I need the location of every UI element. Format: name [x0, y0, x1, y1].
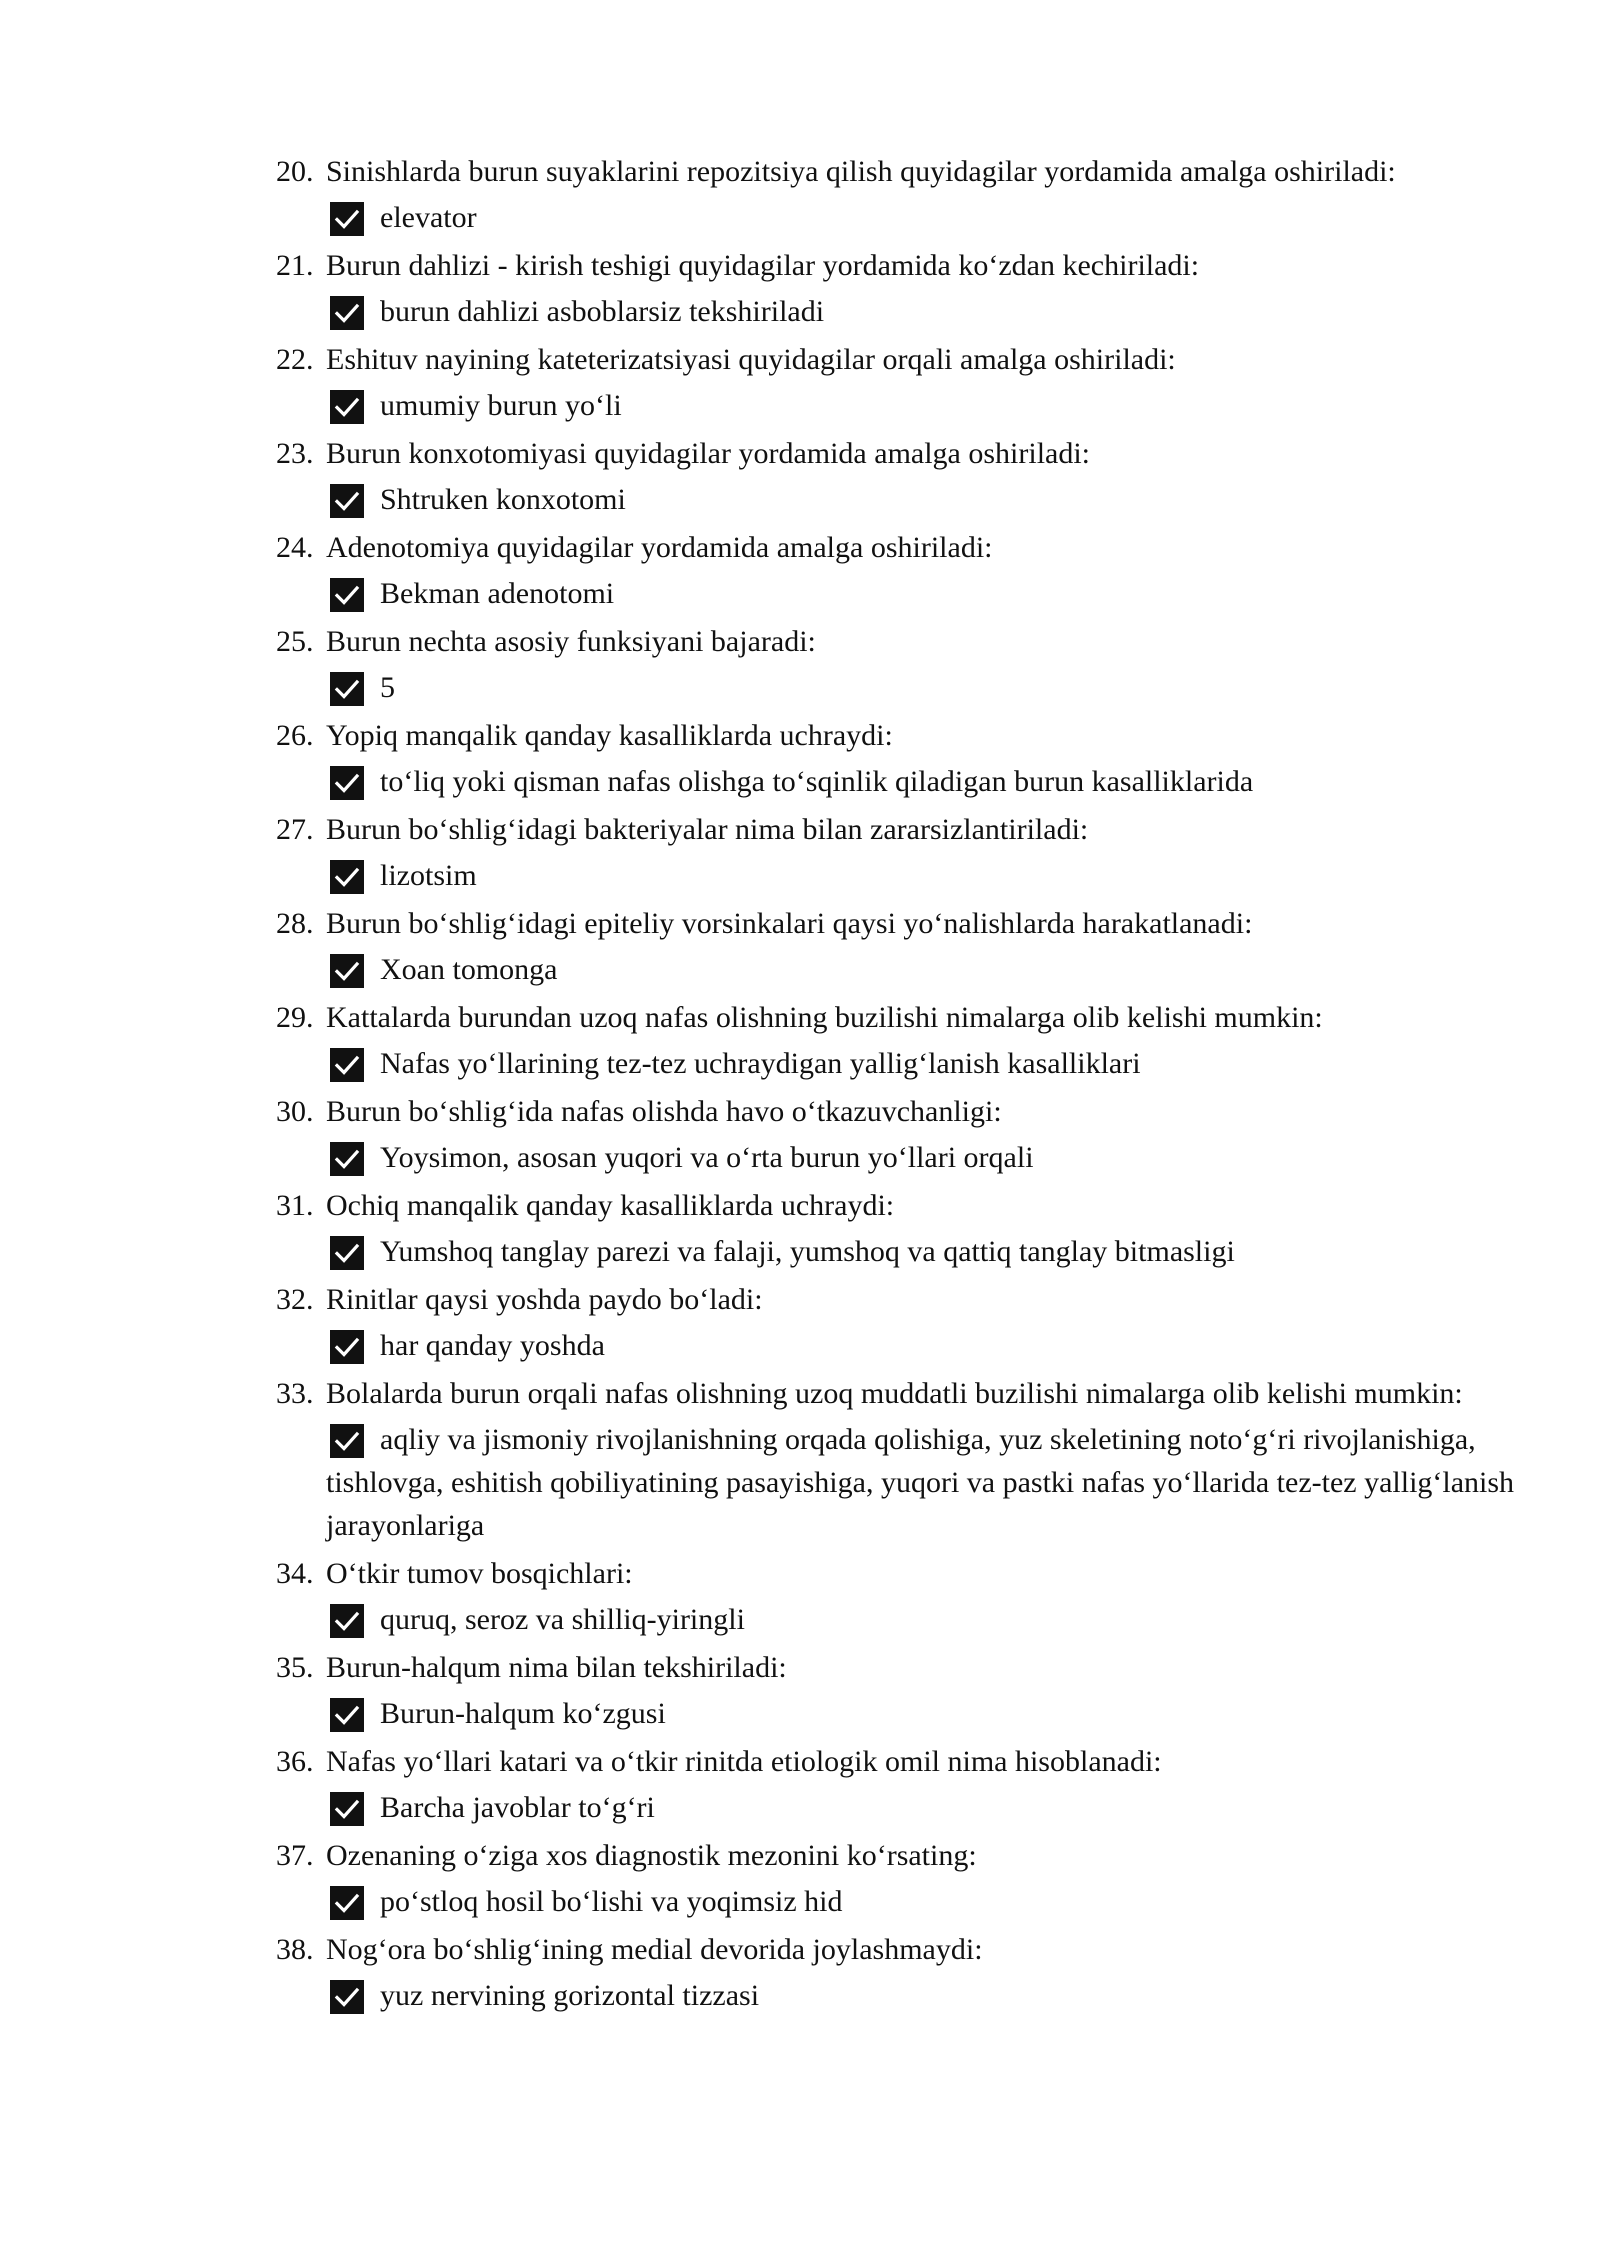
- checkbox-checked-icon: [330, 1330, 364, 1364]
- answer: [276, 854, 1516, 897]
- question-item: [276, 620, 1516, 709]
- question-number: 23.: [276, 437, 314, 470]
- question-text: Eshituv nayining kateterizatsiyasi quyidagilar orqali amalga oshiriladi:: [326, 343, 1176, 376]
- question-number: 35.: [276, 1651, 314, 1684]
- checkbox-checked-icon: [330, 1698, 364, 1732]
- answer-text: Yoysimon, asosan yuqori va o‘rta burun yo‘llari orqali: [380, 1141, 1034, 1174]
- question-number: 27.: [276, 813, 314, 846]
- question-number: 31.: [276, 1189, 314, 1222]
- answer: [276, 478, 1516, 521]
- question-item: [276, 1834, 1516, 1923]
- question-number: 36.: [276, 1745, 314, 1778]
- question-item: [276, 1928, 1516, 2017]
- answer-text: Burun-halqum ko‘zgusi: [380, 1697, 666, 1730]
- answer-text: Shtruken konxotomi: [380, 483, 626, 516]
- answer: [276, 1230, 1516, 1273]
- question: [276, 1834, 1516, 1877]
- question-item: [276, 714, 1516, 803]
- question-number: 28.: [276, 907, 314, 940]
- question: [276, 902, 1516, 945]
- checkbox-checked-icon: [330, 202, 364, 236]
- question: [276, 1372, 1516, 1415]
- answer-text: yuz nervining gorizontal tizzasi: [380, 1979, 760, 2012]
- question: [276, 338, 1516, 381]
- question-item: [276, 808, 1516, 897]
- question-item: [276, 1184, 1516, 1273]
- question-item: [276, 150, 1516, 239]
- checkbox-checked-icon: [330, 672, 364, 706]
- question-text: Ozenaning o‘ziga xos diagnostik mezonini ko‘rsating:: [326, 1839, 977, 1872]
- question: [276, 244, 1516, 287]
- question-text: Ochiq manqalik qanday kasalliklarda uchraydi:: [326, 1189, 895, 1222]
- checkbox-checked-icon: [330, 1792, 364, 1826]
- answer: [276, 1324, 1516, 1367]
- checkbox-checked-icon: [330, 578, 364, 612]
- question-item: [276, 1552, 1516, 1641]
- answer-text: po‘stloq hosil bo‘lishi va yoqimsiz hid: [380, 1885, 843, 1918]
- answer-text: to‘liq yoki qisman nafas olishga to‘sqinlik qiladigan burun kasalliklarida: [380, 765, 1254, 798]
- answer-text: Yumshoq tanglay parezi va falaji, yumshoq va qattiq tanglay bitmasligi: [380, 1235, 1235, 1268]
- question-text: Bolalarda burun orqali nafas olishning uzoq muddatli buzilishi nimalarga olib kelishi mumkin:: [326, 1377, 1463, 1410]
- question-text: Kattalarda burundan uzoq nafas olishning buzilishi nimalarga olib kelishi mumkin:: [326, 1001, 1323, 1034]
- question-number: 30.: [276, 1095, 314, 1128]
- checkbox-checked-icon: [330, 954, 364, 988]
- question-item: [276, 902, 1516, 991]
- question-text: Burun bo‘shlig‘ida nafas olishda havo o‘tkazuvchanligi:: [326, 1095, 1002, 1128]
- question-number: 22.: [276, 343, 314, 376]
- question-number: 21.: [276, 249, 314, 282]
- answer: [276, 1880, 1516, 1923]
- question-number: 24.: [276, 531, 314, 564]
- question-text: O‘tkir tumov bosqichlari:: [326, 1557, 633, 1590]
- question: [276, 1090, 1516, 1133]
- checkbox-checked-icon: [330, 1604, 364, 1638]
- question-list: [276, 150, 1516, 2022]
- answer: [276, 666, 1516, 709]
- answer: [276, 196, 1516, 239]
- question-item: [276, 526, 1516, 615]
- question: [276, 1184, 1516, 1227]
- question: [276, 526, 1516, 569]
- answer-text: umumiy burun yo‘li: [380, 389, 622, 422]
- answer: [276, 1418, 1516, 1547]
- question: [276, 1740, 1516, 1783]
- answer: [276, 572, 1516, 615]
- question-item: [276, 1090, 1516, 1179]
- question-text: Burun dahlizi - kirish teshigi quyidagilar yordamida ko‘zdan kechiriladi:: [326, 249, 1200, 282]
- checkbox-checked-icon: [330, 1886, 364, 1920]
- checkbox-checked-icon: [330, 1424, 364, 1458]
- question-number: 29.: [276, 1001, 314, 1034]
- answer-text: elevator: [380, 201, 477, 234]
- checkbox-checked-icon: [330, 766, 364, 800]
- question: [276, 150, 1516, 193]
- question-item: [276, 1372, 1516, 1547]
- answer: [276, 948, 1516, 991]
- answer-text: Bekman adenotomi: [380, 577, 615, 610]
- question-text: Rinitlar qaysi yoshda paydo bo‘ladi:: [326, 1283, 763, 1316]
- question: [276, 1646, 1516, 1689]
- question-number: 32.: [276, 1283, 314, 1316]
- question-number: 34.: [276, 1557, 314, 1590]
- question-item: [276, 1740, 1516, 1829]
- answer-text: burun dahlizi asboblarsiz tekshiriladi: [380, 295, 825, 328]
- checkbox-checked-icon: [330, 1142, 364, 1176]
- question-text: Burun konxotomiyasi quyidagilar yordamida amalga oshiriladi:: [326, 437, 1091, 470]
- answer-text: Barcha javoblar to‘g‘ri: [380, 1791, 655, 1824]
- question-text: Sinishlarda burun suyaklarini repozitsiya qilish quyidagilar yordamida amalga oshiriladi:: [326, 155, 1396, 188]
- question-number: 38.: [276, 1933, 314, 1966]
- answer: [276, 760, 1516, 803]
- question-number: 25.: [276, 625, 314, 658]
- answer: [276, 1136, 1516, 1179]
- checkbox-checked-icon: [330, 860, 364, 894]
- question-text: Burun-halqum nima bilan tekshiriladi:: [326, 1651, 787, 1684]
- question-item: [276, 1646, 1516, 1735]
- question: [276, 714, 1516, 757]
- question-number: 20.: [276, 155, 314, 188]
- question: [276, 808, 1516, 851]
- answer: [276, 1598, 1516, 1641]
- checkbox-checked-icon: [330, 390, 364, 424]
- checkbox-checked-icon: [330, 296, 364, 330]
- answer-text: aqliy va jismoniy rivojlanishning orqada qolishiga, yuz skeletining noto‘g‘ri rivojlanishiga, tishlovga, eshitish qobiliyatining pasayishiga, yuqori va pastki nafas yo‘llarida tez-tez yallig‘lanish jarayonlariga: [326, 1423, 1515, 1542]
- question-text: Yopiq manqalik qanday kasalliklarda uchraydi:: [326, 719, 893, 752]
- question-text: Burun bo‘shlig‘idagi epiteliy vorsinkalari qaysi yo‘nalishlarda harakatlanadi:: [326, 907, 1253, 940]
- answer-text: lizotsim: [380, 859, 477, 892]
- checkbox-checked-icon: [330, 1048, 364, 1082]
- answer: [276, 1042, 1516, 1085]
- answer: [276, 1786, 1516, 1829]
- answer: [276, 1692, 1516, 1735]
- checkbox-checked-icon: [330, 1236, 364, 1270]
- question-item: [276, 338, 1516, 427]
- question-text: Burun bo‘shlig‘idagi bakteriyalar nima bilan zararsizlantiriladi:: [326, 813, 1089, 846]
- question-text: Burun nechta asosiy funksiyani bajaradi:: [326, 625, 816, 658]
- answer-text: har qanday yoshda: [380, 1329, 605, 1362]
- answer-text: quruq, seroz va shilliq-yiringli: [380, 1603, 745, 1636]
- question: [276, 996, 1516, 1039]
- question-number: 33.: [276, 1377, 314, 1410]
- question-item: [276, 996, 1516, 1085]
- question-item: [276, 432, 1516, 521]
- question-number: 26.: [276, 719, 314, 752]
- answer: [276, 290, 1516, 333]
- question: [276, 1278, 1516, 1321]
- question: [276, 1552, 1516, 1595]
- question-item: [276, 1278, 1516, 1367]
- question-text: Nafas yo‘llari katari va o‘tkir rinitda etiologik omil nima hisoblanadi:: [326, 1745, 1162, 1778]
- answer-text: Nafas yo‘llarining tez-tez uchraydigan yallig‘lanish kasalliklari: [380, 1047, 1141, 1080]
- question-text: Adenotomiya quyidagilar yordamida amalga oshiriladi:: [326, 531, 993, 564]
- question: [276, 620, 1516, 663]
- answer-text: Xoan tomonga: [380, 953, 558, 986]
- answer: [276, 1974, 1516, 2017]
- checkbox-checked-icon: [330, 484, 364, 518]
- checkbox-checked-icon: [330, 1980, 364, 2014]
- question-number: 37.: [276, 1839, 314, 1872]
- question: [276, 432, 1516, 475]
- answer-text: 5: [380, 671, 395, 704]
- question-text: Nog‘ora bo‘shlig‘ining medial devorida joylashmaydi:: [326, 1933, 983, 1966]
- question: [276, 1928, 1516, 1971]
- answer: [276, 384, 1516, 427]
- question-item: [276, 244, 1516, 333]
